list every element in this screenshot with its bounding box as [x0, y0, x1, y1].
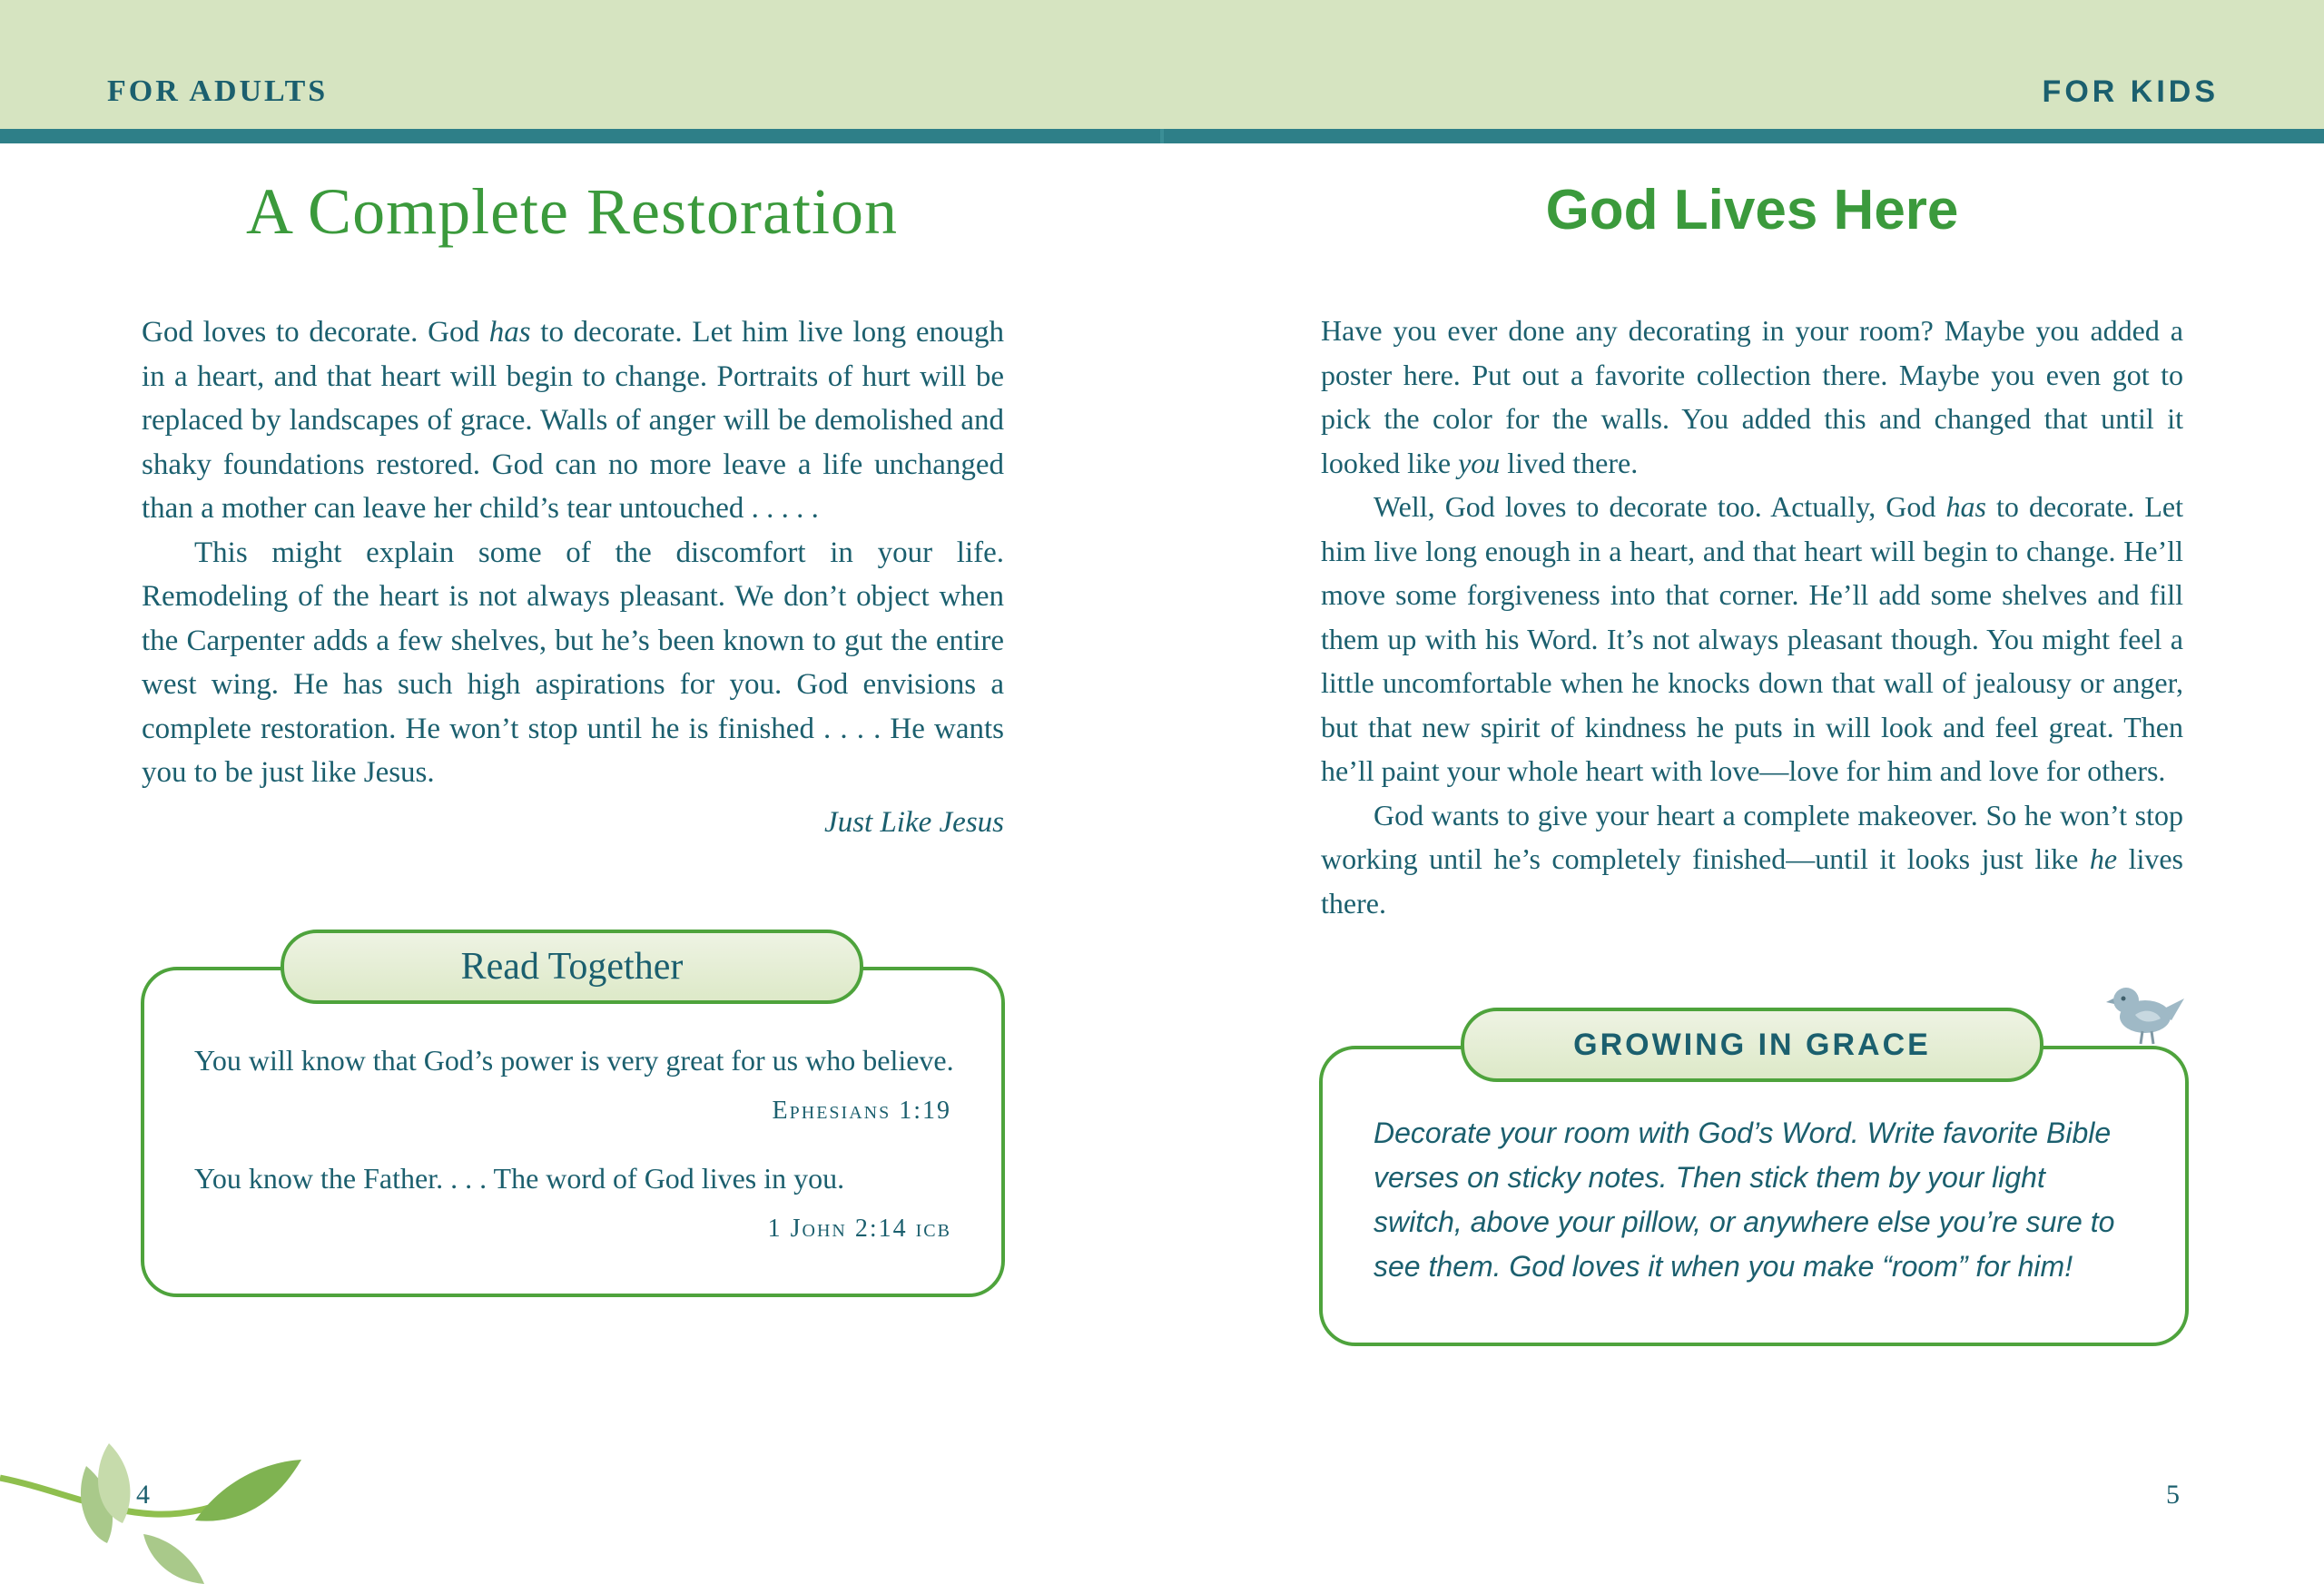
adults-title: A Complete Restoration [246, 175, 898, 248]
page-number-right: 5 [2166, 1480, 2180, 1510]
verse-ref-1-text: Ephesians 1:19 [772, 1097, 951, 1125]
adults-paragraph-1: God loves to decorate. God has to decorate. Let him live long enough in a heart, and that heart will begin to change. Portraits of hurt will be replaced by landscapes of grace. Walls of anger will be demolished and shaky foundations restored. God can no more leave a life unchanged than a mother can leave her child’s tear untouched . . . . . [142, 316, 1004, 525]
verse-ref-1 [773, 1097, 951, 1126]
header-label-kids: FOR KIDS [2042, 74, 2219, 109]
verse-ref-2-text: 1 John 2:14 icb [767, 1215, 951, 1243]
read-together-heading: Read Together [281, 930, 863, 1004]
adults-body [142, 310, 1004, 795]
kids-paragraph-2: Well, God loves to decorate too. Actually, God has to decorate. Let him live long enough in a heart, and that heart will begin to change. He’ll move some forgiveness into that corner. He’ll add some shelves and fill them up with his Word. It’s not always pleasant though. You might feel a little uncomfortable when he knocks down that wall of jealousy or anger, but that new spirit of kindness he puts in will look and feel great. Then he’ll paint your whole heart with love—love for him and love for others. [1321, 490, 2184, 787]
verse-text-2: You know the Father. . . . The word of God lives in you. [194, 1162, 845, 1195]
bird-icon [2104, 971, 2186, 1053]
verse-ref-2 [768, 1215, 951, 1244]
page-number-left: 4 [136, 1480, 150, 1510]
leaf-vine-icon [0, 1425, 327, 1584]
kids-title: God Lives Here [1545, 179, 1959, 241]
kids-paragraph-1: Have you ever done any decorating in your room? Maybe you added a poster here. Put out a favorite collection there. Maybe you even got to pick the color for the walls. You added this and changed that until it looked like you lived there. [1321, 314, 2183, 479]
kids-body [1321, 309, 2183, 925]
read-together-box [141, 967, 1005, 1297]
growing-in-grace-text: Decorate your room with God’s Word. Write favorite Bible verses on sticky notes. Then stick them by your light switch, above your pillow, or anywhere else you’re sure to see them. God loves it when you make “room” for him! [1374, 1117, 2115, 1283]
verse-text-1: You will know that God’s power is very great for us who believe. [194, 1044, 954, 1077]
growing-in-grace-heading: GROWING IN GRACE [1461, 1008, 2043, 1082]
adults-source: Just Like Jesus [824, 806, 1004, 839]
header-band [0, 0, 2324, 129]
header-rule [0, 129, 2324, 143]
kids-paragraph-3: God wants to give your heart a complete makeover. So he won’t stop working until he’s completely finished—until it looks just like he lives there. [1321, 798, 2184, 920]
adults-paragraph-2: This might explain some of the discomfort in your life. Remodeling of the heart is not always pleasant. We don’t object when the Carpenter adds a few shelves, but he’s been known to gut the entire west wing. He has such high aspirations for you. God envisions a complete restoration. He won’t stop until he is finished . . . . He wants you to be just like Jesus. [142, 536, 1004, 789]
page-gutter [1160, 129, 1164, 143]
header-label-adults: FOR ADULTS [107, 74, 329, 108]
